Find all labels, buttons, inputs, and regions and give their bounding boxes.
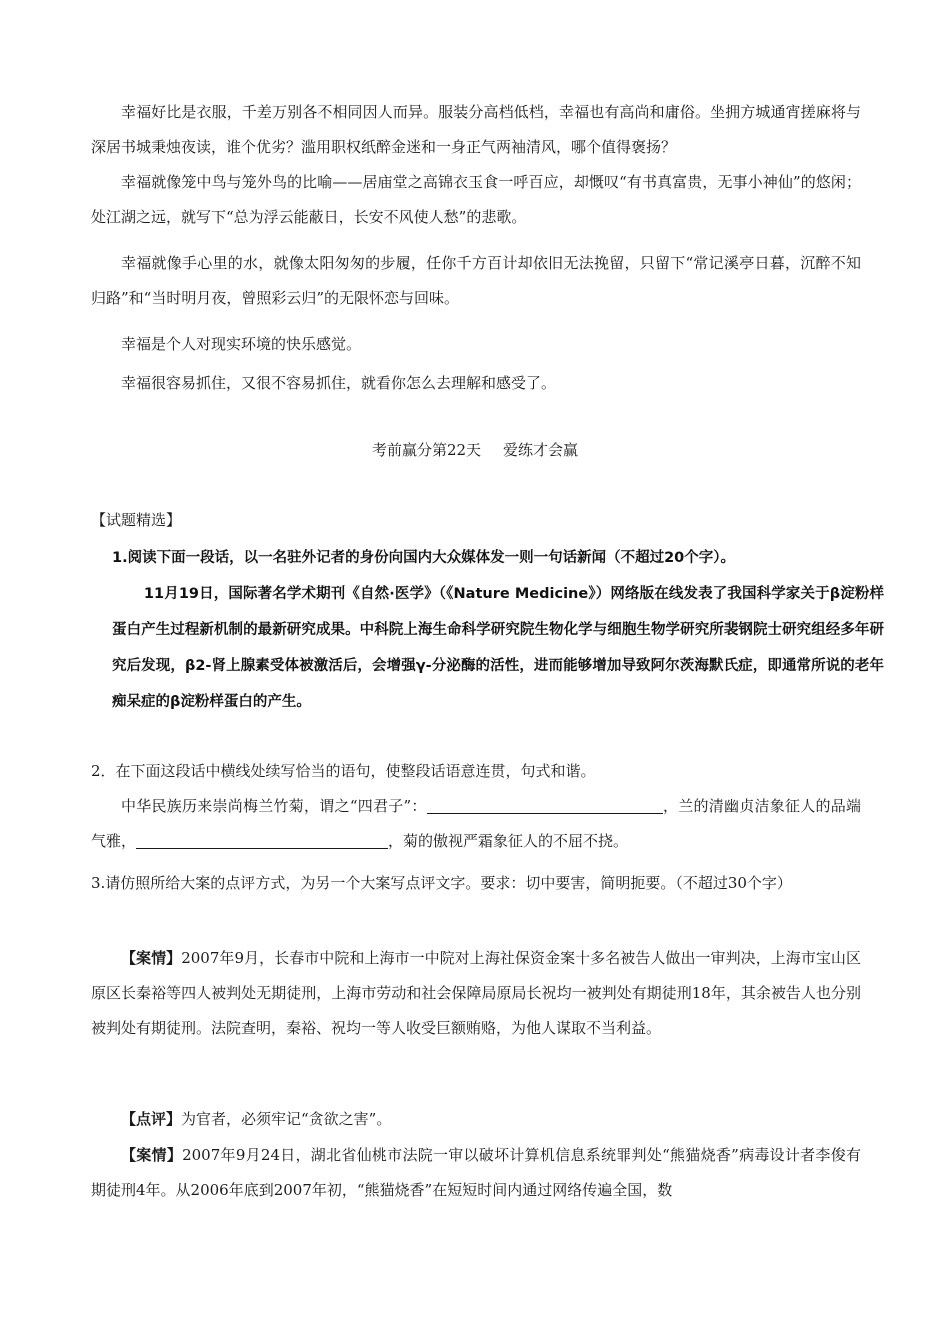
question-2-part-b: ，兰的清幽贞洁象征人的品端气雅，: [91, 797, 861, 850]
answer-blank-1[interactable]: [427, 795, 663, 814]
question-3-prompt: 3.请仿照所给大案的点评方式，为另一个大案写点评文字。要求：切中要害，简明扼要。（不超过30个字）: [91, 874, 792, 892]
case-1-tag: 【案情】: [121, 949, 182, 967]
question-1-prompt: 1.阅读下面一段话，以一名驻外记者的身份向国内大众媒体发一则一句话新闻（不超过20个字）。: [112, 550, 736, 566]
comment-paragraph: [91, 1102, 861, 1137]
heading-day: 考前赢分第22天: [371, 441, 482, 459]
case-2-paragraph: [91, 1138, 861, 1208]
case-2-text: 2007年9月24日，湖北省仙桃市法院一审以破坏计算机信息系统罪判处“熊猫烧香”病毒设计者李俊有期徒刑4年。从2006年底到2007年初，“熊猫烧香”在短短时间内通过网络传遍全国，数: [91, 1146, 861, 1199]
case-2-tag: 【案情】: [121, 1146, 183, 1164]
answer-blank-2[interactable]: [136, 830, 388, 849]
comment-text: 为官者，必须牢记“贪欲之害”。: [181, 1110, 392, 1128]
intro-paragraph-2: 幸福就像笼中鸟与笼外鸟的比喻——居庙堂之高锦衣玉食一呼百应，却慨叹“有书真富贵，无事小神仙”的悠闲；处江湖之远，就写下“总为浮云能蔽日，长安不风使人愁”的悲歌。: [91, 173, 861, 226]
section-label: 【试题精选】: [91, 511, 182, 529]
question-2-text: [91, 789, 861, 859]
intro-paragraph-3: 幸福就像手心里的水，就像太阳匆匆的步履，任你千方百计却依旧无法挽留，只留下“常记溪亭日暮，沉醉不知归路”和“当时明月夜，曾照彩云归”的无限怀恋与回味。: [91, 254, 861, 307]
question-2-part-c: ，菊的傲视严霜象征人的不屈不挠。: [388, 832, 629, 850]
question-1-passage: 11月19日，国际著名学术期刊《自然·医学》（《Nature Medicine》）网络版在线发表了我国科学家关于β淀粉样蛋白产生过程新机制的最新研究成果。中科院上海生命科学研究院生物化学与细胞生物学研究所裴钢院士研究组经多年研究后发现，β2-肾上腺素受体被激活后，会增强γ-分泌酶的活性，进而能够增加导致阿尔茨海默氏症，即通常所说的老年痴呆症的β淀粉样蛋白的产生。: [112, 586, 884, 710]
intro-paragraph-5: 幸福很容易抓住，又很不容易抓住，就看你怎么去理解和感受了。: [121, 374, 557, 392]
section-heading: [0, 438, 950, 462]
intro-paragraph-4: 幸福是个人对现实环境的快乐感觉。: [121, 335, 362, 353]
intro-paragraph-1: 幸福好比是衣服，千差万别各不相同因人而异。服装分高档低档，幸福也有高尚和庸俗。坐拥方城通宵搓麻将与深居书城秉烛夜读，谁个优劣？滥用职权纸醉金迷和一身正气两袖清风，哪个值得褒扬？: [91, 103, 861, 156]
question-2-part-a: 中华民族历来崇尚梅兰竹菊，谓之“四君子”：: [121, 797, 427, 815]
heading-slogan: 爱练才会赢: [503, 441, 579, 459]
comment-tag: 【点评】: [121, 1110, 182, 1128]
question-2-prompt: 2．在下面这段话中横线处续写恰当的语句，使整段话语意连贯，句式和谐。: [91, 762, 596, 780]
case-1-text: 2007年9月，长春市中院和上海市一中院对上海社保资金案十多名被告人做出一审判决，上海市宝山区原区长秦裕等四人被判处无期徒刑，上海市劳动和社会保障局原局长祝均一被判处有期徒刑18年，其余被告人也分别被判处有期徒刑。法院查明，秦裕、祝均一等人收受巨额贿赂，为他人谋取不当利益。: [91, 949, 861, 1037]
case-1-paragraph: [91, 941, 861, 1046]
